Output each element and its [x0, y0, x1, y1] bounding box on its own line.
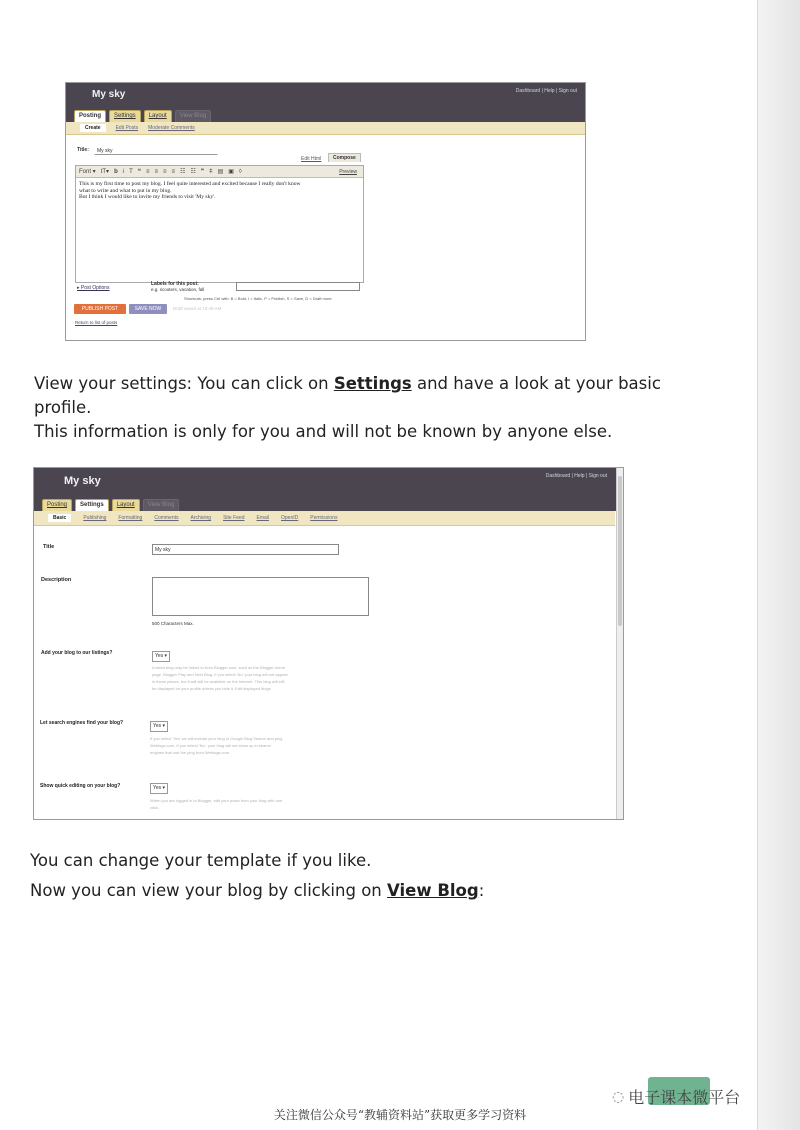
- align-right-icon[interactable]: ≡: [163, 168, 167, 175]
- link-icon[interactable]: ❝: [137, 169, 141, 175]
- body-line: what to write and what to put in my blog.: [79, 187, 172, 194]
- blogger-settings-screenshot: [33, 467, 624, 820]
- description-label: Description: [41, 577, 72, 583]
- align-justify-icon[interactable]: ≡: [171, 168, 176, 175]
- description-textarea[interactable]: [152, 577, 369, 616]
- post-title-input[interactable]: My sky: [94, 146, 218, 155]
- vertical-scrollbar[interactable]: [616, 468, 623, 819]
- subnav-publishing[interactable]: Publishing: [83, 515, 107, 521]
- align-left-icon[interactable]: ≡: [145, 168, 150, 175]
- subnav-moderate-comments[interactable]: Moderate Comments: [148, 125, 195, 131]
- footer-note: 关注微信公众号“教辅资料站”获取更多学习资料: [273, 1108, 527, 1122]
- subnav-permissions[interactable]: Permissions: [310, 515, 338, 521]
- main-tabs: [42, 499, 179, 511]
- subnav-create[interactable]: Create: [80, 124, 106, 132]
- font-size-select[interactable]: tT▾: [100, 169, 110, 175]
- blog-title: My sky: [92, 89, 126, 100]
- template-paragraph: [30, 846, 690, 906]
- subnav-comments[interactable]: Comments: [154, 515, 179, 521]
- subnav-edit-posts[interactable]: Edit Posts: [115, 125, 139, 131]
- compose-tab[interactable]: Compose: [328, 153, 361, 162]
- image-icon[interactable]: ▤: [217, 169, 224, 175]
- watermark-text: 电子课本微平台: [628, 1088, 741, 1107]
- wechat-icon: ◌: [612, 1088, 625, 1105]
- quick-editing-select[interactable]: Yes ▾: [150, 783, 168, 794]
- keyboard-shortcuts: Shortcuts: press Ctrl with: B = Bold, I = Italic, P = Publish, S = Save, D = Draft more: [184, 296, 332, 301]
- search-engines-help: If you select 'Yes' we will include your blog in Google Blog Search and ping Weblogs.com. If you select 'No', your blog will not show up in search engines that use the ping from Weblogs.com.: [150, 736, 283, 755]
- top-links[interactable]: Dashboard | Help | Sign out: [515, 88, 577, 94]
- settings-paragraph: [34, 372, 694, 444]
- return-to-posts-link[interactable]: Return to list of posts: [75, 320, 118, 325]
- quote-icon[interactable]: ❞: [200, 169, 205, 175]
- labels-title: Labels for this post:: [151, 281, 199, 287]
- tab-view-blog[interactable]: View Blog: [175, 110, 212, 122]
- blogger-header: [66, 83, 585, 122]
- eraser-icon[interactable]: ◊: [238, 168, 242, 175]
- font-select[interactable]: Font ▾: [79, 169, 96, 175]
- editor-body[interactable]: [79, 181, 361, 201]
- template-line-1: You can change your template if you like.: [30, 851, 372, 870]
- blog-title-input[interactable]: My sky: [152, 544, 339, 555]
- posting-subnav: [66, 122, 585, 135]
- save-now-button[interactable]: SAVE NOW: [129, 304, 167, 314]
- bullet-list-icon[interactable]: ☷: [190, 169, 196, 175]
- bold-icon[interactable]: b: [114, 168, 118, 175]
- view-blog-link: View Blog: [387, 881, 479, 900]
- text-color-icon[interactable]: T: [129, 168, 133, 175]
- search-engines-select[interactable]: Yes ▾: [150, 721, 168, 732]
- watermark: [612, 1085, 740, 1108]
- tab-settings[interactable]: Settings: [75, 499, 109, 511]
- video-icon[interactable]: ▣: [228, 169, 234, 175]
- subnav-site-feed[interactable]: Site Feed: [223, 515, 245, 521]
- subnav-formatting[interactable]: Formatting: [118, 515, 143, 521]
- edit-html-tab[interactable]: Edit Html: [301, 156, 322, 162]
- spellcheck-icon[interactable]: ǂ: [209, 168, 213, 175]
- scrollbar-thumb[interactable]: [618, 476, 622, 626]
- tab-layout[interactable]: Layout: [144, 110, 172, 122]
- post-options-link[interactable]: ▸ Post Options: [77, 285, 110, 291]
- blogger-header: [34, 468, 623, 511]
- page-edge: [757, 0, 800, 1130]
- blogger-create-post-screenshot: [65, 82, 586, 341]
- italic-icon[interactable]: i: [122, 168, 125, 175]
- subnav-email[interactable]: Email: [256, 515, 270, 521]
- description-hint: 500 Characters Max.: [152, 621, 194, 626]
- body-line: This is my first time to post my blog. I feel quite interested and excited because I really don't know: [79, 181, 301, 187]
- template-line-2: Now you can view your blog by clicking on View Blog:: [30, 881, 485, 900]
- labels-example: e.g. scooters, vacation, fall: [151, 287, 205, 292]
- quick-editing-help: When you are logged in to Blogger, edit your posts from your blog with one click.: [150, 798, 283, 810]
- settings-subnav: [34, 511, 615, 526]
- subnav-openid[interactable]: OpenID: [281, 515, 299, 521]
- settings-line-1: View your settings: You can click on Settings and have a look at your basic profile.: [34, 374, 661, 417]
- listings-help: A listed blog may be linked to from Blogger.com, such as the Blogger home page, Blogger Play and Next Blog. If you select 'No' your blog will not appear in these places, but it will still be available on the Internet. This blog will still be displayed on your profile unless you hide it. Edit displayed blogs: [152, 665, 288, 691]
- labels-input[interactable]: [236, 282, 360, 291]
- publish-post-button[interactable]: PUBLISH POST: [74, 304, 126, 314]
- title-label: Title: [43, 544, 55, 550]
- align-center-icon[interactable]: ≡: [154, 168, 159, 175]
- numbered-list-icon[interactable]: ☷: [180, 169, 186, 175]
- draft-saved-status: Draft saved at 10:49 AM: [173, 306, 222, 311]
- listings-question: Add your blog to our listings?: [41, 650, 113, 656]
- search-engines-question: Let search engines find your blog?: [40, 720, 124, 726]
- tab-view-blog[interactable]: View Blog: [143, 499, 180, 511]
- editor-toolbar: [76, 166, 363, 178]
- tab-layout[interactable]: Layout: [112, 499, 140, 511]
- blog-title: My sky: [64, 475, 101, 487]
- title-label: Title:: [77, 147, 89, 153]
- tab-posting[interactable]: Posting: [74, 110, 106, 122]
- tab-posting[interactable]: Posting: [42, 499, 72, 511]
- top-links[interactable]: Dashboard | Help | Sign out: [545, 473, 607, 479]
- preview-link[interactable]: Preview: [339, 168, 357, 175]
- quick-editing-question: Show quick editing on your blog?: [40, 783, 121, 789]
- listings-select[interactable]: Yes ▾: [152, 651, 170, 662]
- post-editor[interactable]: [75, 165, 364, 283]
- main-tabs: [74, 110, 211, 122]
- subnav-basic[interactable]: Basic: [48, 514, 71, 522]
- tab-settings[interactable]: Settings: [109, 110, 141, 122]
- body-line: But I think I would like to invite my friends to visit 'My sky'.: [79, 194, 216, 200]
- subnav-archiving[interactable]: Archiving: [190, 515, 212, 521]
- settings-line-2: This information is only for you and will not be known by anyone else.: [34, 422, 613, 441]
- settings-link: Settings: [333, 374, 412, 393]
